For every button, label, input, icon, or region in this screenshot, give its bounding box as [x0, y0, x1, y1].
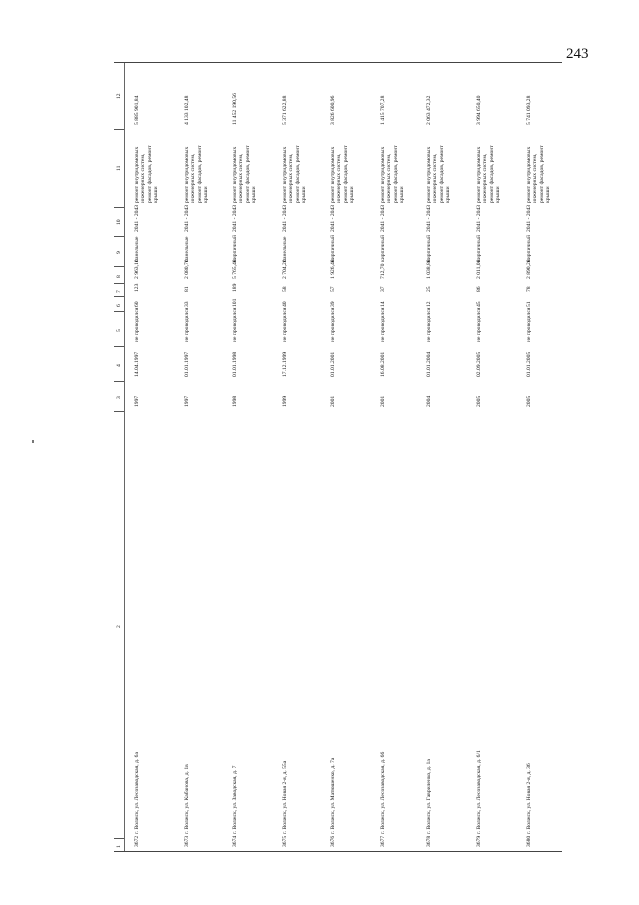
cell-text-area: 2 011,00 — [476, 259, 482, 279]
cell-text-material: кирпичный — [426, 234, 432, 262]
cell-text-status: не проводился — [330, 307, 336, 342]
cell-text-area: 1 926,40 — [330, 259, 336, 279]
cell-text-date: 14.04.1997 — [134, 351, 140, 377]
cell-text-area: 2 890,20 — [526, 259, 532, 279]
cell-text-c7: 78 — [526, 286, 532, 292]
cell-text-works: ремонт внутридомовых инженерных систем, ремонт фасадов, ремонт крыши — [330, 145, 355, 203]
column-boundary-tick — [114, 236, 124, 237]
cell-text-cost: 2 063 472,32 — [426, 95, 432, 125]
cell-text-status: не проводился — [232, 307, 238, 342]
header-number: 2 — [116, 624, 122, 628]
cell-text-area: 712,70 — [380, 263, 386, 279]
cell-text-period: 2041 - 2043 — [380, 204, 386, 232]
cell-text-period: 2041 - 2043 — [476, 204, 482, 232]
page-number: 243 — [566, 46, 589, 62]
cell-text-address: г. Волжск, ул. Новая 2-я, д. 36 — [526, 763, 532, 834]
header-number: 5 — [116, 328, 122, 332]
cell-text-no: 3674 — [232, 835, 238, 847]
cell-text-year: 2005 — [476, 395, 482, 407]
cell-text-status: не проводился — [426, 307, 432, 342]
cell-text-c6: 51 — [526, 301, 532, 307]
cell-text-cost: 1 415 707,28 — [380, 95, 386, 125]
column-boundary-tick — [114, 283, 124, 284]
cell-text-year: 2004 — [426, 395, 432, 407]
column-boundary-tick — [114, 296, 124, 297]
cell-text-cost: 5 741 093,28 — [526, 95, 532, 125]
cell-text-material: кирпичный — [330, 234, 336, 262]
cell-text-works: ремонт внутридомовых инженерных систем, ремонт фасадов, ремонт крыши — [476, 145, 501, 203]
cell-text-year: 2001 — [380, 395, 386, 407]
column-boundary-tick — [114, 838, 124, 839]
cell-text-c6: 39 — [330, 301, 336, 307]
cell-text-date: 02.09.2005 — [476, 351, 482, 377]
cell-text-no: 3677 — [380, 835, 386, 847]
cell-text-date: 01.01.2005 — [526, 351, 532, 377]
header-separator-line — [124, 63, 125, 851]
cell-text-works: ремонт внутридомовых инженерных систем, ремонт фасадов, ремонт крыши — [380, 145, 405, 203]
cell-text-address: г. Волжск, ул. Лесозаводская, д. 6/1 — [476, 750, 482, 834]
cell-text-area: 1 038,80 — [426, 259, 432, 279]
cell-text-cost: 11 452 190,56 — [232, 93, 238, 125]
cell-text-year: 2005 — [526, 395, 532, 407]
column-boundary-tick — [114, 266, 124, 267]
cell-text-status: не проводился — [380, 307, 386, 342]
cell-text-year: 1998 — [232, 395, 238, 407]
cell-text-no: 3672 — [134, 835, 140, 847]
cell-text-c7: 37 — [380, 286, 386, 292]
cell-text-c6: 60 — [134, 301, 140, 307]
cell-text-no: 3675 — [282, 835, 288, 847]
cell-text-area: 2 080,70 — [184, 259, 190, 279]
cell-text-date: 01.01.1997 — [184, 351, 190, 377]
cell-text-status: не проводился — [184, 307, 190, 342]
cell-text-works: ремонт внутридомовых инженерных систем, ремонт фасадов, ремонт крыши — [184, 145, 209, 203]
cell-text-c7: 189 — [232, 283, 238, 292]
cell-text-cost: 5 371 622,88 — [282, 95, 288, 125]
cell-text-material: кирпичный — [476, 234, 482, 262]
cell-text-date: 16.08.2001 — [380, 351, 386, 377]
cell-text-material: кирпичный — [232, 234, 238, 262]
cell-text-c6: 101 — [232, 298, 238, 307]
column-boundary-tick — [114, 411, 124, 412]
cell-text-no: 3676 — [330, 835, 336, 847]
header-number: 3 — [116, 396, 122, 399]
column-boundary-tick — [114, 346, 124, 347]
cell-text-period: 2041 - 2043 — [526, 204, 532, 232]
cell-text-works: ремонт внутридомовых инженерных систем, ремонт фасадов, ремонт крыши — [282, 145, 307, 203]
column-boundary-tick — [114, 207, 124, 208]
cell-text-area: 2 704,20 — [282, 259, 288, 279]
cell-text-period: 2041 - 2043 — [330, 204, 336, 232]
cell-text-material: панельные — [184, 236, 190, 262]
cell-text-c7: 86 — [476, 286, 482, 292]
cell-text-address: г. Волжск, ул. Матюшенко, д. 7а — [330, 757, 336, 834]
header-number: 9 — [116, 251, 122, 254]
column-boundary-tick — [114, 381, 124, 382]
scan-speck — [32, 440, 34, 443]
cell-text-year: 2001 — [330, 395, 336, 407]
cell-text-works: ремонт внутридомовых инженерных систем, ремонт фасадов, ремонт крыши — [134, 145, 159, 203]
cell-text-address: г. Волжск, ул. Гавриленко, д. 1а — [426, 759, 432, 834]
cell-text-cost: 3 994 650,40 — [476, 95, 482, 125]
header-number: 4 — [116, 363, 122, 367]
cell-text-c6: 45 — [476, 301, 482, 307]
cell-text-area: 5 765,40 — [232, 259, 238, 279]
cell-text-status: не проводился — [134, 307, 140, 342]
cell-text-status: не проводился — [526, 307, 532, 342]
cell-text-material: панельные — [282, 236, 288, 262]
header-number: 12 — [116, 93, 122, 99]
cell-text-material: кирпичный — [526, 234, 532, 262]
cell-text-date: 17.12.1999 — [282, 351, 288, 377]
cell-text-works: ремонт внутридомовых инженерных систем, ремонт фасадов, ремонт крыши — [232, 145, 257, 203]
cell-text-c7: 58 — [282, 286, 288, 292]
cell-text-material: панельные — [134, 236, 140, 262]
cell-text-year: 1997 — [134, 395, 140, 407]
cell-text-cost: 4 133 102,48 — [184, 95, 190, 125]
header-number: 10 — [116, 218, 122, 225]
cell-text-period: 2041 - 2043 — [232, 204, 238, 232]
cell-text-c7: 123 — [134, 283, 140, 292]
cell-text-status: не проводился — [282, 307, 288, 342]
cell-text-address: г. Волжск, ул. Новая 2-я, д. 55а — [282, 760, 288, 834]
rotated-data-table — [114, 62, 562, 852]
cell-text-date: 01.01.1998 — [232, 351, 238, 377]
cell-text-works: ремонт внутридомовых инженерных систем, ремонт фасадов, ремонт крыши — [526, 145, 551, 203]
cell-text-status: не проводился — [476, 307, 482, 342]
cell-text-no: 3679 — [476, 835, 482, 847]
cell-text-address: г. Волжск, ул. Заводская, д. 7 — [232, 765, 238, 834]
cell-text-period: 2041 - 2043 — [184, 204, 190, 232]
cell-text-year: 1999 — [282, 395, 288, 407]
cell-text-period: 2041 - 2043 — [134, 204, 140, 232]
cell-text-c6: 12 — [426, 301, 432, 307]
cell-text-cost: 3 826 600,96 — [330, 95, 336, 125]
cell-text-address: г. Волжск, ул. Лесозаводская, д. 6а — [134, 752, 140, 834]
cell-text-year: 1997 — [184, 395, 190, 407]
cell-text-c7: 81 — [184, 286, 190, 292]
column-boundary-tick — [114, 129, 124, 130]
cell-text-works: ремонт внутридомовых инженерных систем, ремонт фасадов, ремонт крыши — [426, 145, 451, 203]
cell-text-no: 3680 — [526, 835, 532, 847]
header-number: 11 — [116, 165, 122, 171]
cell-text-c6: 33 — [184, 301, 190, 307]
cell-text-address: г. Волжск, ул. Лесозаводская, д. 66 — [380, 751, 386, 834]
cell-text-material: кирпичный — [380, 234, 386, 262]
header-number: 8 — [116, 274, 122, 278]
header-number: 1 — [116, 844, 122, 848]
cell-text-c6: 40 — [282, 301, 288, 307]
cell-text-no: 3673 — [184, 835, 190, 847]
cell-text-date: 01.01.2001 — [330, 351, 336, 377]
header-number: 7 — [116, 289, 122, 293]
cell-text-c6: 14 — [380, 301, 386, 307]
cell-text-period: 2041 - 2043 — [426, 204, 432, 232]
cell-text-area: 2 963,10 — [134, 259, 140, 279]
column-boundary-tick — [114, 311, 124, 312]
cell-text-address: г. Волжск, ул. Кабанова, д. 1в — [184, 764, 190, 834]
cell-text-cost: 5 885 901,84 — [134, 95, 140, 125]
cell-text-no: 3678 — [426, 835, 432, 847]
cell-text-period: 2041 - 2043 — [282, 204, 288, 232]
header-number: 6 — [116, 303, 122, 307]
cell-text-date: 01.01.2004 — [426, 351, 432, 377]
cell-text-c7: 25 — [426, 286, 432, 292]
cell-text-c7: 57 — [330, 286, 336, 292]
